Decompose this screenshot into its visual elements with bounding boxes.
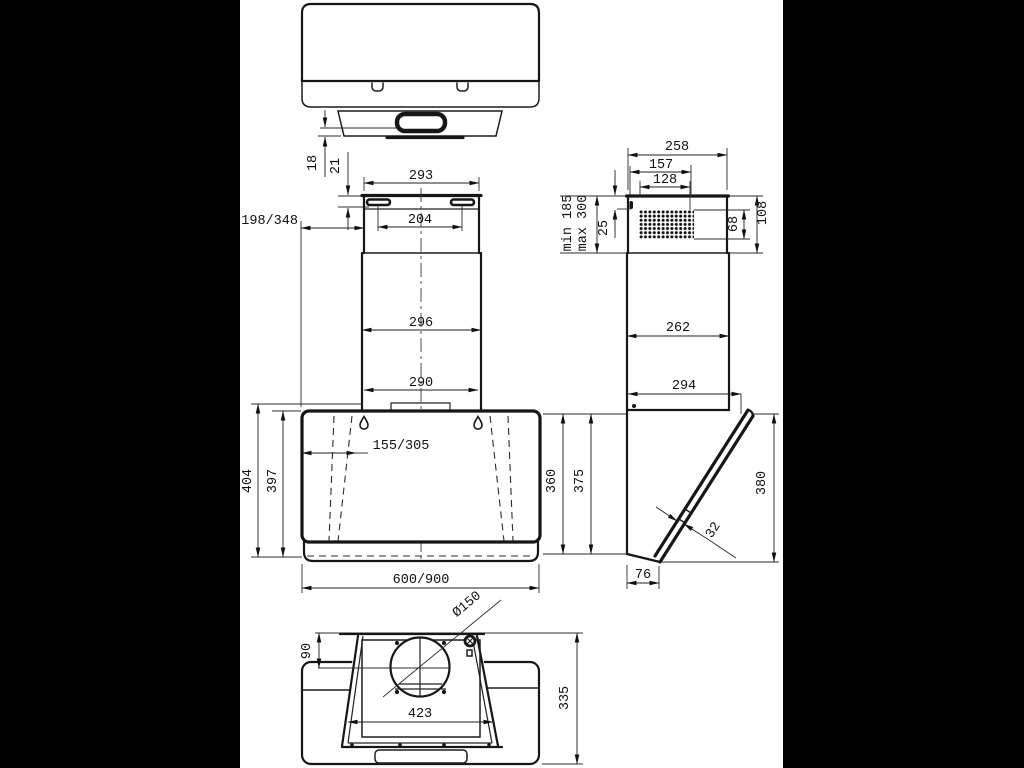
dim-294-label: 294 <box>671 379 697 394</box>
dim-32-label: 32 <box>703 519 725 542</box>
vent-slot <box>630 201 634 209</box>
dim-296-label: 296 <box>408 316 434 331</box>
dim-258-label: 258 <box>664 140 690 155</box>
dim-max-300-label: max 300 <box>576 194 591 252</box>
dim-155-305-label: 155/305 <box>372 439 430 454</box>
dim-404-label: 404 <box>241 468 256 494</box>
mount-slot-left <box>367 200 390 206</box>
dim-108-label: 108 <box>756 200 771 226</box>
dim-335-label: 335 <box>558 685 573 711</box>
drawing-sheet <box>240 0 783 768</box>
dim-360-label: 360 <box>545 468 560 494</box>
dim-204-label: 204 <box>407 213 433 228</box>
dim-198-348-label: 198/348 <box>241 214 298 229</box>
clip-tab-left <box>372 83 383 91</box>
hood-body-front <box>302 411 540 542</box>
mount-slot-right <box>451 200 474 206</box>
dim-262-label: 262 <box>665 321 691 336</box>
dim-375-label: 375 <box>573 468 588 494</box>
dim-18-label: 18 <box>306 154 321 172</box>
dim-380-label: 380 <box>755 470 770 496</box>
dim-25-label: 25 <box>597 219 612 237</box>
dim-293-label: 293 <box>408 169 434 184</box>
dim-68-label: 68 <box>727 215 742 233</box>
dim-600-900-label: 600/900 <box>392 573 450 588</box>
dim-157-label: 157 <box>648 158 674 173</box>
dim-397-label: 397 <box>266 468 281 494</box>
dim-76-label: 76 <box>634 568 652 583</box>
dim-min-185-label: min 185 <box>561 194 576 252</box>
exhaust-grille <box>639 210 694 239</box>
handle-plan <box>397 114 445 131</box>
fastener-dot <box>632 404 636 408</box>
dim-128-label: 128 <box>652 173 678 188</box>
handle-bottom <box>375 750 467 763</box>
dim-423-label: 423 <box>407 707 433 722</box>
clip-tab-right <box>457 83 468 91</box>
dim-90-label: 90 <box>300 642 315 660</box>
dim-290-label: 290 <box>408 376 434 391</box>
dim-duct-diameter-label: Ø150 <box>450 588 485 622</box>
dim-21-label: 21 <box>329 157 344 175</box>
